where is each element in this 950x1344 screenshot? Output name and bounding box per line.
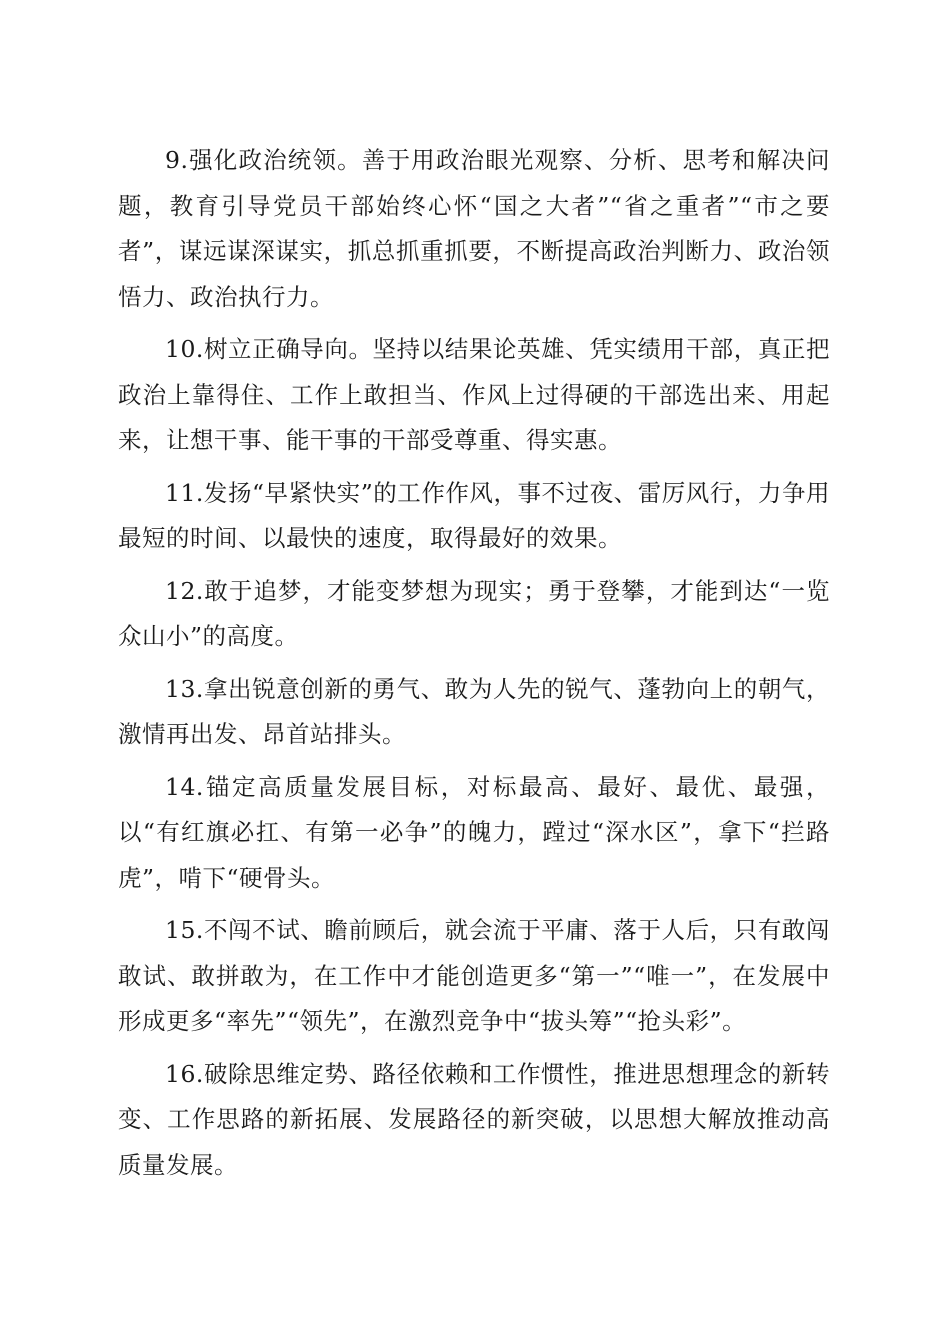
paragraph-13: 13.拿出锐意创新的勇气、敢为人先的锐气、蓬勃向上的朝气，激情再出发、昂首站排头。 bbox=[118, 674, 830, 748]
paragraph-15: 15.不闯不试、瞻前顾后，就会流于平庸、落于人后，只有敢闯敢试、敢拼敢为，在工作中才能创造更多“第一”“唯一”，在发展中形成更多“率先”“领先”，在激烈竞争中“拔头筹”“抢头彩”。 bbox=[118, 916, 830, 1035]
paragraph-12: 12.敢于追梦，才能变梦想为现实；勇于登攀，才能到达“一览众山小”的高度。 bbox=[118, 576, 830, 650]
paragraph-14: 14.锚定高质量发展目标，对标最高、最好、最优、最强，以“有红旗必扛、有第一必争”的魄力，蹚过“深水区”，拿下“拦路虎”，啃下“硬骨头。 bbox=[118, 772, 830, 892]
paragraph-9: 9.强化政治统领。善于用政治眼光观察、分析、思考和解决问题，教育引导党员干部始终心怀“国之大者”“省之重者”“市之要者”，谋远谋深谋实，抓总抓重抓要，不断提高政治判断力、政治领悟力、政治执行力。 bbox=[118, 146, 830, 311]
paragraph-16: 16.破除思维定势、路径依赖和工作惯性，推进思想理念的新转变、工作思路的新拓展、发展路径的新突破，以思想大解放推动高质量发展。 bbox=[118, 1059, 830, 1179]
paragraph-10: 10.树立正确导向。坚持以结果论英雄、凭实绩用干部，真正把政治上靠得住、工作上敢担当、作风上过得硬的干部选出来、用起来，让想干事、能干事的干部受尊重、得实惠。 bbox=[118, 335, 830, 454]
document-body bbox=[118, 138, 830, 1195]
paragraph-11: 11.发扬“早紧快实”的工作作风，事不过夜、雷厉风行，力争用最短的时间、以最快的速度，取得最好的效果。 bbox=[118, 478, 830, 552]
